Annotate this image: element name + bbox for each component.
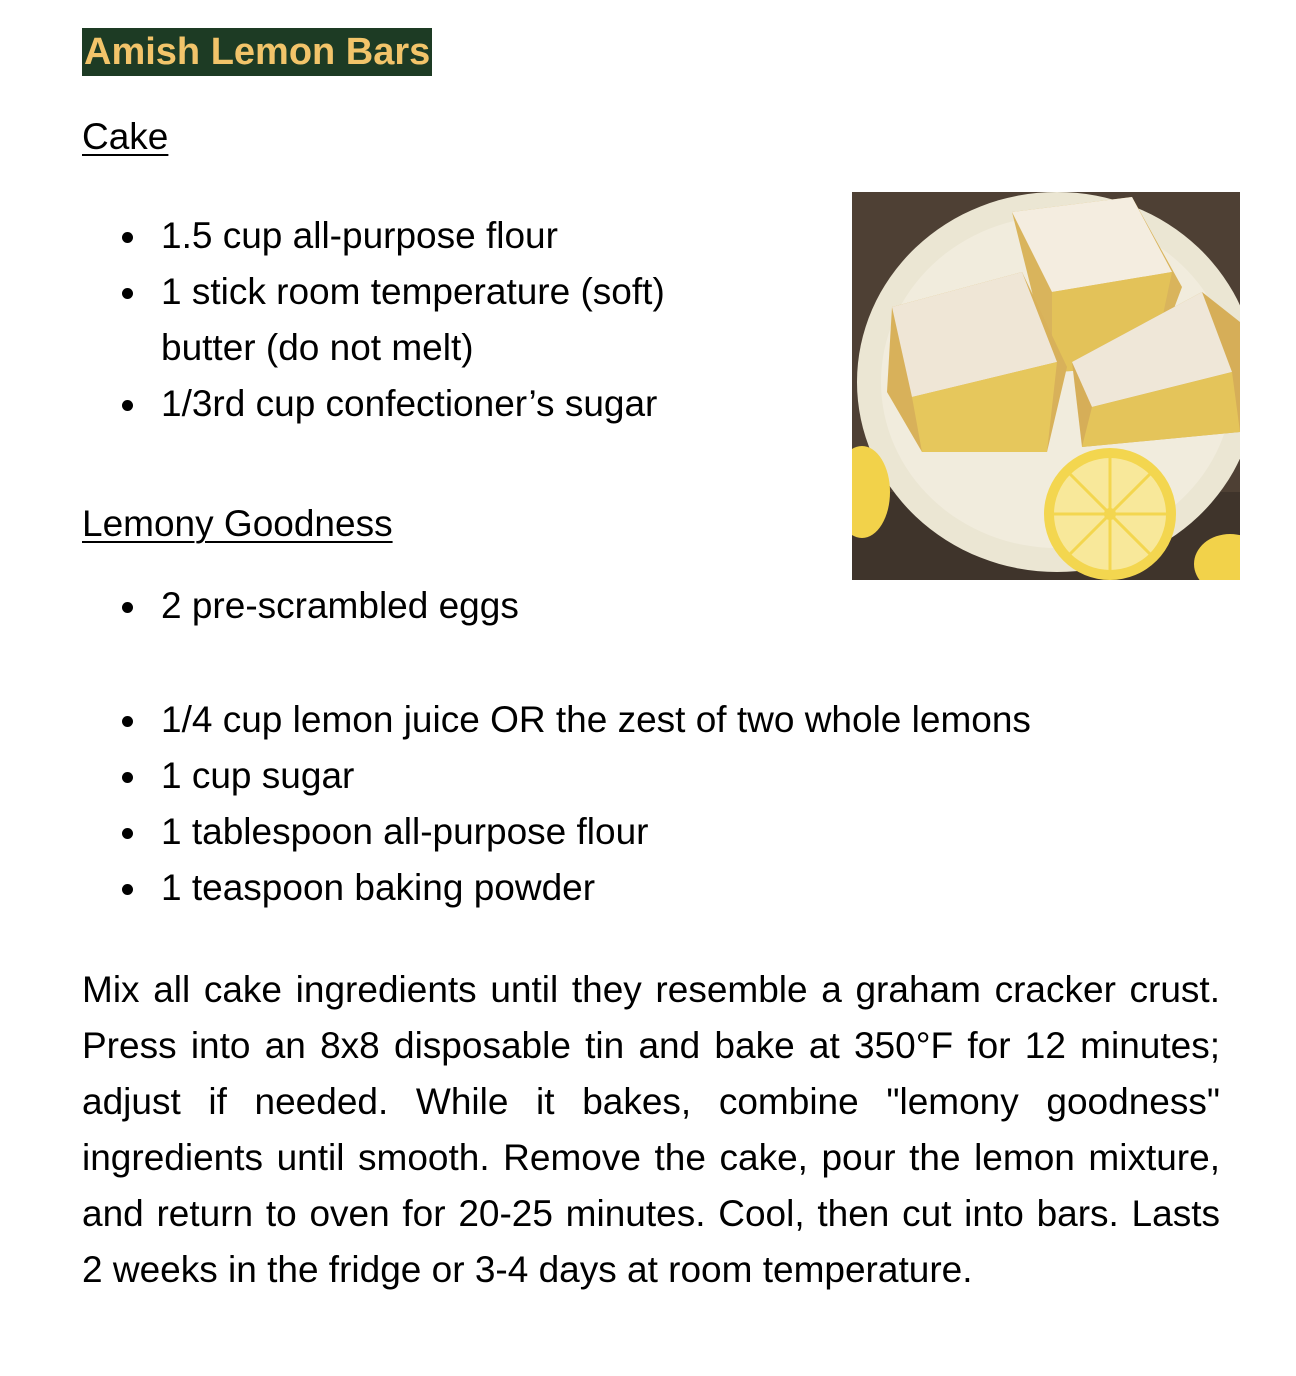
list-item: 1 teaspoon baking powder <box>82 860 1202 916</box>
list-item: 1 cup sugar <box>82 748 1202 804</box>
section-heading-lemony-goodness: Lemony Goodness <box>82 503 393 544</box>
list-item: 1 tablespoon all-purpose flour <box>82 804 1202 860</box>
lemon-bars-photo <box>852 192 1240 580</box>
list-item: 1/4 cup lemon juice OR the zest of two whole lemons <box>82 692 1202 748</box>
list-item: 1.5 cup all-purpose flour <box>82 208 742 264</box>
section-heading-cake: Cake <box>82 116 169 157</box>
cake-ingredient-list <box>82 208 742 432</box>
lemony-ingredient-list-second <box>82 692 1202 916</box>
instructions-paragraph: Mix all cake ingredients until they resemble a graham cracker crust. Press into an 8x8 disposable tin and bake at 350°F for 12 minutes; adjust if needed. While it bakes, combine "lemony goodness" ingredients until smooth. Remove the cake, pour the lemon mixture, and return to oven for 20-25 minutes. Cool, then cut into bars. Lasts 2 weeks in the fridge or 3-4 days at room temperature. <box>82 969 1220 1290</box>
lemon-bars-image <box>852 192 1240 580</box>
list-item: 1 stick room temperature (soft) butter (do not melt) <box>82 264 742 376</box>
list-item: 1/3rd cup confectioner’s sugar <box>82 376 742 432</box>
recipe-title: Amish Lemon Bars <box>82 28 432 76</box>
list-item: 2 pre-scrambled eggs <box>82 578 782 634</box>
lemony-ingredient-list-first <box>82 578 782 634</box>
